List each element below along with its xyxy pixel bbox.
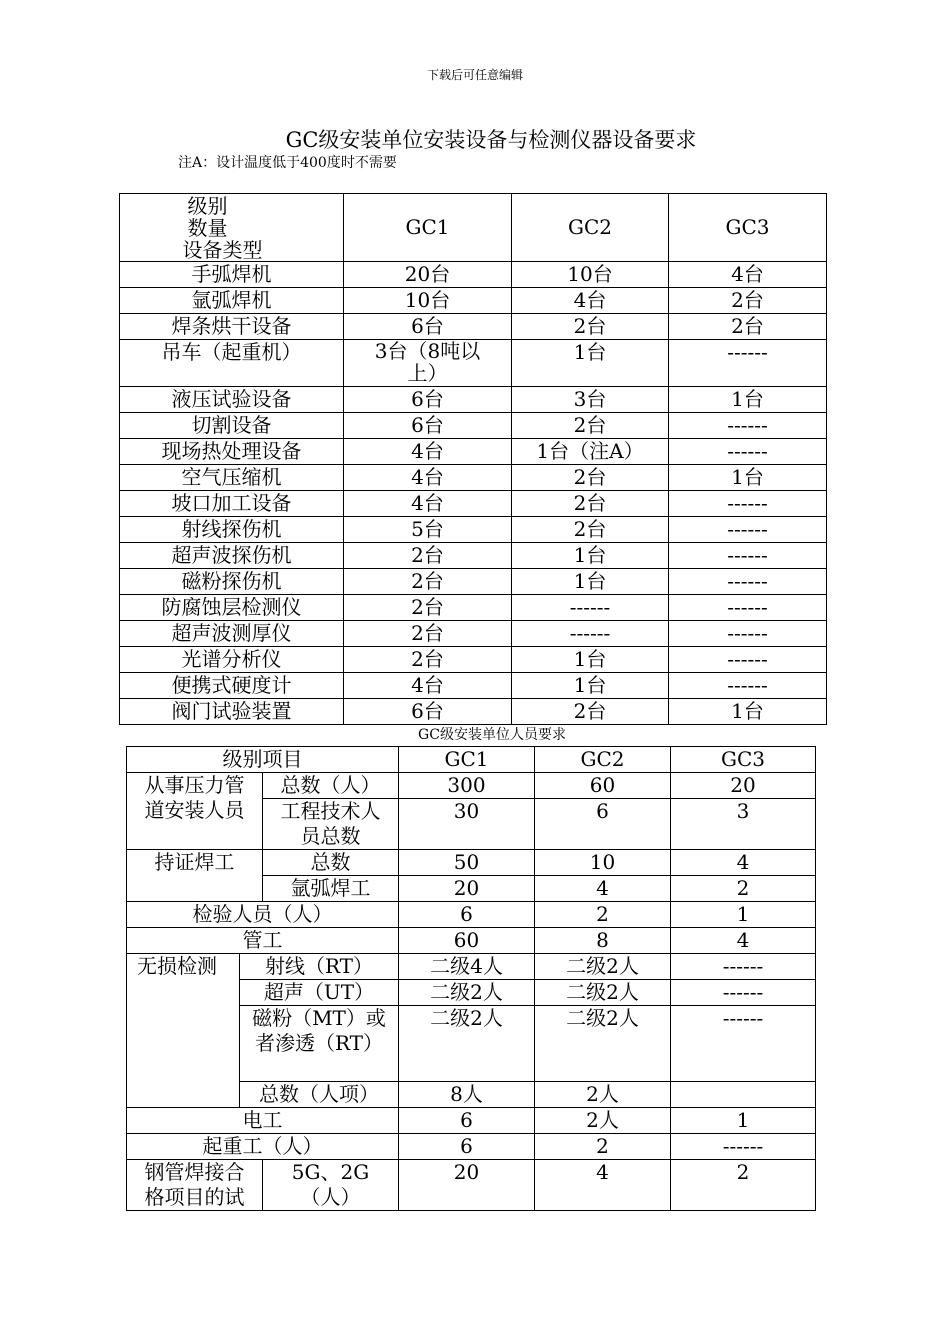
inspectors-label: 检验人员（人） (127, 902, 399, 928)
table-row (120, 262, 827, 288)
sub-label: 超声（UT） (240, 980, 399, 1006)
header-gc1: GC1 (399, 747, 535, 773)
riggers-label: 起重工（人） (127, 1134, 399, 1160)
equipment-name: 便携式硬度计 (120, 673, 344, 699)
equipment-name: 超声波探伤机 (120, 543, 344, 569)
table-row (120, 517, 827, 543)
equipment-name: 手弧焊机 (120, 262, 344, 288)
sub-label: 总数 (263, 850, 399, 876)
sub-label: 总数（人项） (240, 1082, 399, 1108)
gc1-value: 二级4人 (399, 954, 535, 980)
gc2-value: 2台 (512, 517, 669, 543)
gc3-value: 2 (671, 876, 816, 902)
gc2-value: 2人 (535, 1082, 671, 1108)
equipment-name: 吊车（起重机） (120, 340, 344, 387)
gc1-value: 2台 (344, 595, 512, 621)
gc2-value: 4 (535, 1160, 671, 1211)
equipment-requirements-table (119, 193, 827, 725)
gc3-value: 1台 (669, 465, 827, 491)
gc2-value: 10台 (512, 262, 669, 288)
gc1-value: 4台 (344, 465, 512, 491)
gc3-value: ------ (669, 621, 827, 647)
gc1-value: 3台（8吨以上） (344, 340, 512, 387)
gc3-value (671, 1082, 816, 1108)
gc2-value: 60 (535, 773, 671, 799)
gc3-value: 1 (671, 1108, 816, 1134)
equipment-name: 磁粉探伤机 (120, 569, 344, 595)
table-row (127, 954, 816, 980)
gc3-value: ------ (669, 340, 827, 387)
gc3-value: ------ (671, 954, 816, 980)
document-title: GC级安装单位安装设备与检测仪器设备要求 (285, 128, 697, 152)
gc1-value: 300 (399, 773, 535, 799)
gc3-value: ------ (671, 1006, 816, 1082)
header-gc3: GC3 (671, 747, 816, 773)
gc1-value: 2台 (344, 647, 512, 673)
gc1-value: 20 (399, 1160, 535, 1211)
header-gc1: GC1 (344, 194, 512, 262)
gc2-value: 1台 (512, 647, 669, 673)
gc2-value: 2台 (512, 699, 669, 725)
gc2-value: 1台 (512, 543, 669, 569)
gc3-value: 4台 (669, 262, 827, 288)
gc1-value: 50 (399, 850, 535, 876)
gc1-value: 4台 (344, 491, 512, 517)
electricians-label: 电工 (127, 1108, 399, 1134)
gc2-value: 2台 (512, 491, 669, 517)
gc1-value: 2台 (344, 621, 512, 647)
gc2-value: 1台 (512, 569, 669, 595)
gc2-value: 二级2人 (535, 980, 671, 1006)
equipment-name: 超声波测厚仪 (120, 621, 344, 647)
sub-label: 5G、2G（人） (263, 1160, 399, 1211)
table-row (120, 647, 827, 673)
gc2-value: 2台 (512, 465, 669, 491)
gc3-value: 2台 (669, 314, 827, 340)
gc2-value: ------ (512, 621, 669, 647)
table-row (120, 439, 827, 465)
gc1-value: 60 (399, 928, 535, 954)
gc1-value: 6 (399, 902, 535, 928)
equipment-name: 液压试验设备 (120, 387, 344, 413)
gc3-value: ------ (669, 517, 827, 543)
gc1-value: 5台 (344, 517, 512, 543)
gc1-value: 30 (399, 799, 535, 850)
table-row (127, 902, 816, 928)
gc3-value: 4 (671, 928, 816, 954)
pressure-pipe-staff-label: 从事压力管道安装人员 (127, 773, 263, 850)
equipment-name: 阀门试验装置 (120, 699, 344, 725)
gc2-value: 10 (535, 850, 671, 876)
gc1-value: 6 (399, 1134, 535, 1160)
gc3-value: 2 (671, 1160, 816, 1211)
header-gc2: GC2 (535, 747, 671, 773)
corner-line-level: 级别 (187, 194, 228, 218)
gc2-value: 2台 (512, 314, 669, 340)
equipment-name: 氩弧焊机 (120, 288, 344, 314)
gc1-value: 10台 (344, 288, 512, 314)
pipefitters-label: 管工 (127, 928, 399, 954)
gc1-value: 6台 (344, 413, 512, 439)
gc2-value: 1台 (512, 340, 669, 387)
gc3-value: ------ (669, 569, 827, 595)
gc2-value: 3台 (512, 387, 669, 413)
gc1-value: 2台 (344, 569, 512, 595)
table-row (120, 673, 827, 699)
gc3-value: 4 (671, 850, 816, 876)
gc3-value: ------ (669, 673, 827, 699)
table-row (127, 773, 816, 799)
table-row (127, 1134, 816, 1160)
gc2-value: 6 (535, 799, 671, 850)
gc3-value: ------ (671, 1134, 816, 1160)
gc2-value: 二级2人 (535, 1006, 671, 1082)
table-row (120, 340, 827, 387)
sub-label: 氩弧焊工 (263, 876, 399, 902)
gc2-value: 8 (535, 928, 671, 954)
table-row (120, 699, 827, 725)
gc1-value: 6 (399, 1108, 535, 1134)
gc1-value: 20台 (344, 262, 512, 288)
sub-label: 射线（RT） (240, 954, 399, 980)
table-row (127, 1108, 816, 1134)
gc1-value: 6台 (344, 699, 512, 725)
gc1-value: 4台 (344, 439, 512, 465)
gc1-value: 二级2人 (399, 1006, 535, 1082)
gc2-value: 4台 (512, 288, 669, 314)
gc1-value: 20 (399, 876, 535, 902)
header-gc2: GC2 (512, 194, 669, 262)
staff-requirements-title: GC级安装单位人员要求 (418, 727, 566, 743)
table-row (120, 569, 827, 595)
equipment-name: 防腐蚀层检测仪 (120, 595, 344, 621)
footnote-a: 注A：设计温度低于400度时不需要 (178, 155, 397, 171)
table-row (127, 1160, 816, 1211)
gc2-value: 2 (535, 1134, 671, 1160)
gc2-value: 1台（注A） (512, 439, 669, 465)
certified-welders-label: 持证焊工 (127, 850, 263, 902)
equipment-name: 光谱分析仪 (120, 647, 344, 673)
table-row (120, 387, 827, 413)
equipment-name: 焊条烘干设备 (120, 314, 344, 340)
gc3-value: ------ (669, 595, 827, 621)
sub-label: 工程技术人员总数 (263, 799, 399, 850)
table-row (120, 314, 827, 340)
gc3-value: 1台 (669, 387, 827, 413)
table-row (127, 850, 816, 876)
gc1-value: 2台 (344, 543, 512, 569)
gc3-value: ------ (669, 439, 827, 465)
table-row (120, 491, 827, 517)
download-note: 下载后可任意编辑 (426, 68, 523, 82)
table-row (120, 621, 827, 647)
table-row (120, 595, 827, 621)
corner-line-type: 设备类型 (182, 238, 263, 262)
gc3-value: ------ (669, 413, 827, 439)
gc1-value: 4台 (344, 673, 512, 699)
gc3-value: ------ (669, 647, 827, 673)
gc2-value: ------ (512, 595, 669, 621)
gc2-value: 2人 (535, 1108, 671, 1134)
gc2-value: 2台 (512, 413, 669, 439)
gc3-value: 1台 (669, 699, 827, 725)
equipment-header-row (120, 194, 827, 262)
gc2-value: 2 (535, 902, 671, 928)
header-gc3: GC3 (669, 194, 827, 262)
sub-label: 磁粉（MT）或者渗透（RT） (240, 1006, 399, 1082)
equipment-name: 切割设备 (120, 413, 344, 439)
ndt-label: 无损检测 (127, 954, 240, 1108)
sub-label: 总数（人） (263, 773, 399, 799)
table-row (120, 288, 827, 314)
gc3-value: ------ (669, 491, 827, 517)
gc1-value: 二级2人 (399, 980, 535, 1006)
equipment-name: 射线探伤机 (120, 517, 344, 543)
staff-requirements-table (126, 746, 816, 1211)
header-item: 级别项目 (127, 747, 399, 773)
table-row (120, 543, 827, 569)
gc3-value: 3 (671, 799, 816, 850)
gc1-value: 6台 (344, 387, 512, 413)
gc3-value: 20 (671, 773, 816, 799)
gc3-value: ------ (671, 980, 816, 1006)
gc3-value: ------ (669, 543, 827, 569)
gc3-value: 1 (671, 902, 816, 928)
gc1-value: 6台 (344, 314, 512, 340)
corner-line-quantity: 数量 (187, 216, 228, 240)
gc1-value: 8人 (399, 1082, 535, 1108)
staff-header-row (127, 747, 816, 773)
table-row (120, 465, 827, 491)
table-row (120, 413, 827, 439)
equipment-name: 坡口加工设备 (120, 491, 344, 517)
corner-header-cell (120, 194, 344, 262)
gc2-value: 4 (535, 876, 671, 902)
pipe-weld-test-label: 钢管焊接合格项目的试 (127, 1160, 263, 1211)
gc2-value: 1台 (512, 673, 669, 699)
table-row (127, 928, 816, 954)
gc3-value: 2台 (669, 288, 827, 314)
equipment-name: 空气压缩机 (120, 465, 344, 491)
gc2-value: 二级2人 (535, 954, 671, 980)
equipment-name: 现场热处理设备 (120, 439, 344, 465)
